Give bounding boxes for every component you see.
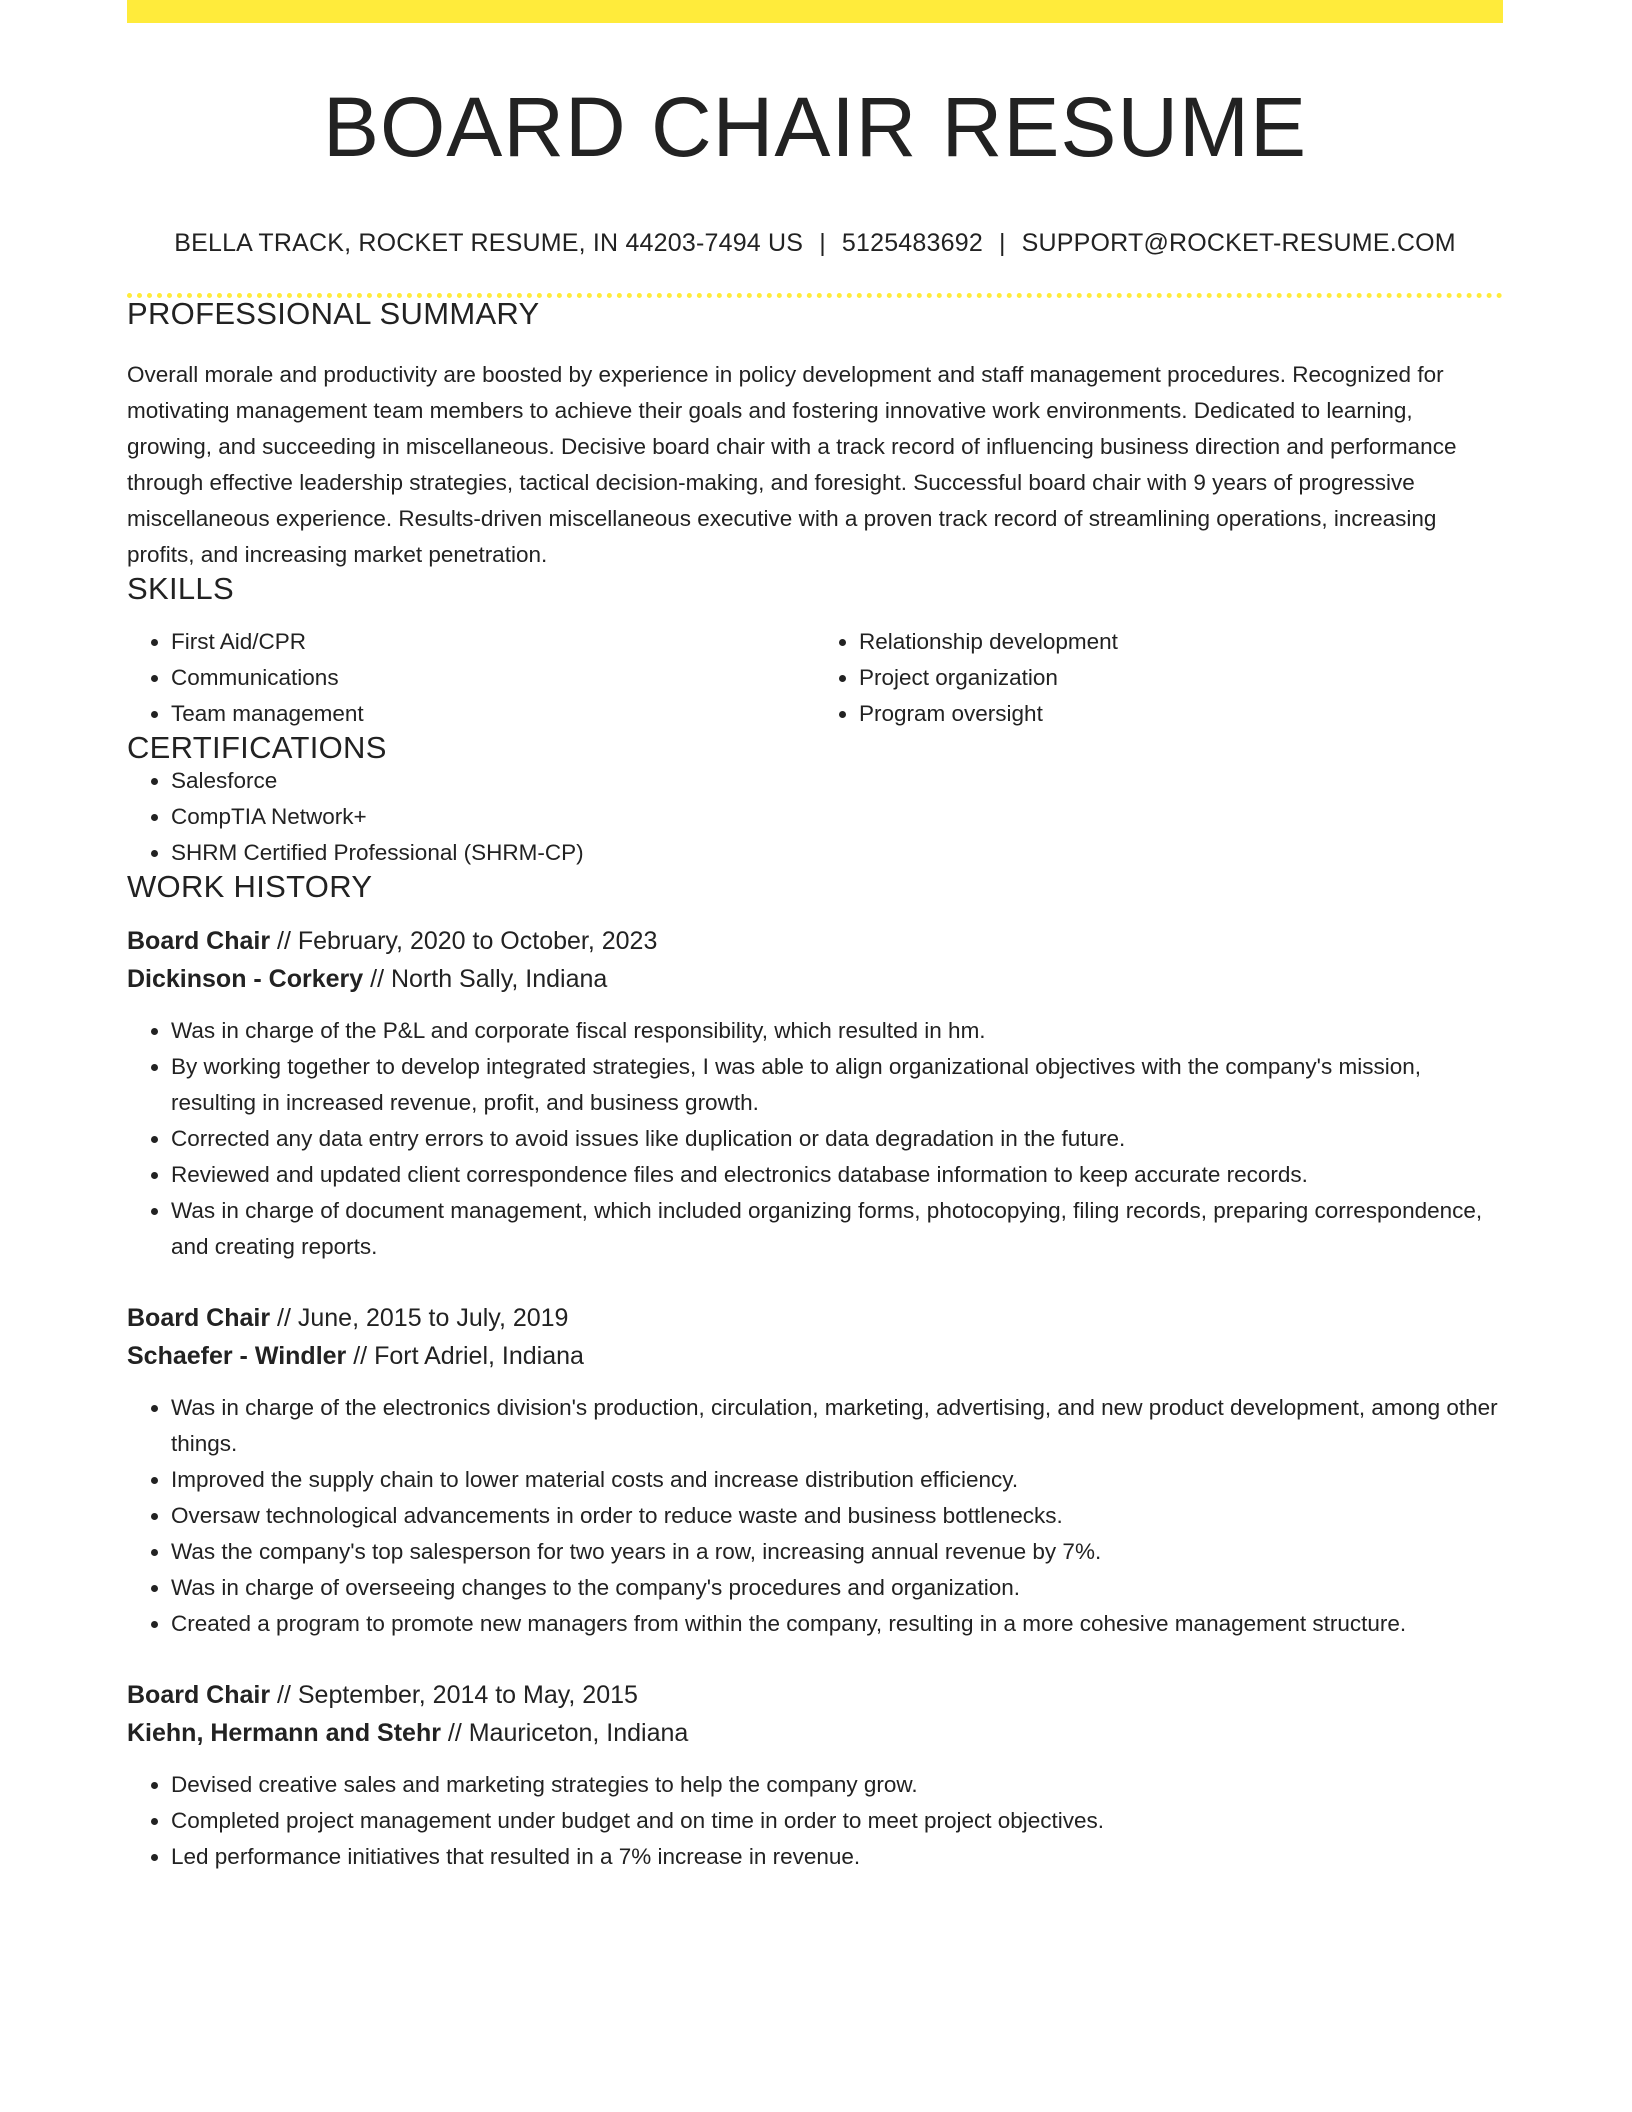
job-location: // Fort Adriel, Indiana [346,1342,584,1370]
job-entry [127,922,1503,1265]
certification-item: • Salesforce [171,763,1503,799]
skill-item: • First Aid/CPR [171,624,815,660]
job-duty-item: • Completed project management under budget and on time in order to meet project objectives. [171,1803,1503,1839]
job-duty-item: • Was in charge of the electronics division's production, circulation, marketing, advertising, and new product development, among other things. [171,1390,1503,1462]
skill-item: • Project organization [859,660,1503,696]
job-company-line [127,1714,1503,1752]
top-accent-bar [127,0,1503,23]
job-duties-list [127,1390,1503,1642]
job-duty-item: • Devised creative sales and marketing strategies to help the company grow. [171,1767,1503,1803]
job-location: // North Sally, Indiana [363,965,608,993]
job-duty-item: • Led performance initiatives that resulted in a 7% increase in revenue. [171,1839,1503,1875]
job-duty-item: • Corrected any data entry errors to avoid issues like duplication or data degradation in the future. [171,1121,1503,1157]
certifications-heading: CERTIFICATIONS [127,730,387,765]
job-company-line [127,1337,1503,1375]
contact-phone: 5125483692 [841,229,983,257]
job-duties-list [127,1013,1503,1265]
summary-heading: PROFESSIONAL SUMMARY [127,296,540,331]
job-company: Schaefer - Windler [127,1342,347,1370]
job-company-line [127,960,1503,998]
skills-list [127,624,1503,732]
job-company: Dickinson - Corkery [127,965,364,993]
contact-separator: | [819,229,826,257]
skill-item: • Program oversight [859,696,1503,732]
job-dates: // September, 2014 to May, 2015 [270,1681,638,1709]
certification-item: • SHRM Certified Professional (SHRM-CP) [171,835,1503,871]
page-title: BOARD CHAIR RESUME [322,80,1308,174]
job-title: Board Chair [127,1681,271,1709]
resume-page [127,0,1503,1875]
job-duty-item: • Was the company's top salesperson for two years in a row, increasing annual revenue by 7%. [171,1534,1503,1570]
skill-item: • Communications [171,660,815,696]
job-dates: // February, 2020 to October, 2023 [270,927,658,955]
contact-separator: | [998,229,1006,257]
certifications-list [127,763,1503,871]
job-duty-item: • Was in charge of the P&L and corporate fiscal responsibility, which resulted in hm. [171,1013,1503,1049]
job-title: Board Chair [127,927,271,955]
certification-item: • CompTIA Network+ [171,799,1503,835]
job-duty-item: • Created a program to promote new managers from within the company, resulting in a more cohesive management structure. [171,1606,1503,1642]
job-entry [127,1299,1503,1642]
skill-item: • Team management [171,696,815,732]
job-dates: // June, 2015 to July, 2019 [270,1304,569,1332]
job-title-line [127,1299,1503,1337]
job-location: // Mauriceton, Indiana [440,1719,689,1747]
contact-address: BELLA TRACK, ROCKET RESUME, IN 44203-7494 US [174,229,804,257]
skills-column-right [815,624,1503,732]
job-duty-item: • Reviewed and updated client correspondence files and electronics database information to keep accurate records. [171,1157,1503,1193]
contact-email: SUPPORT@ROCKET-RESUME.COM [1021,229,1456,257]
job-title-line [127,1676,1503,1714]
skill-item: • Relationship development [859,624,1503,660]
job-title: Board Chair [127,1304,271,1332]
work-history-heading: WORK HISTORY [127,869,373,904]
job-entry [127,1676,1503,1875]
job-duty-item: • By working together to develop integrated strategies, I was able to align organizational objectives with the company's mission, resulting in increased revenue, profit, and business growth. [171,1049,1503,1121]
job-duty-item: • Was in charge of overseeing changes to the company's procedures and organization. [171,1570,1503,1606]
skills-heading: SKILLS [127,571,234,606]
job-duties-list [127,1767,1503,1875]
skills-column-left [127,624,815,732]
contact-line [127,231,1503,256]
job-duty-item: • Was in charge of document management, which included organizing forms, photocopying, filing records, preparing correspondence, and creating reports. [171,1193,1503,1265]
summary-text: Overall morale and productivity are boosted by experience in policy development and staff management procedures. Recognized for motivating management team members to achieve their goals and fostering innovative work environments. Dedicated to learning, growing, and succeeding in miscellaneous. Decisive board chair with a track record of influencing business direction and performance through effective leadership strategies, tactical decision-making, and foresight. Successful board chair with 9 years of progressive miscellaneous experience. Results-driven miscellaneous executive with a proven track record of streamlining operations, increasing profits, and increasing market penetration. [127,362,1457,567]
job-duty-item: • Improved the supply chain to lower material costs and increase distribution efficiency. [171,1462,1503,1498]
job-company: Kiehn, Hermann and Stehr [127,1719,441,1747]
job-title-line [127,922,1503,960]
job-duty-item: • Oversaw technological advancements in order to reduce waste and business bottlenecks. [171,1498,1503,1534]
